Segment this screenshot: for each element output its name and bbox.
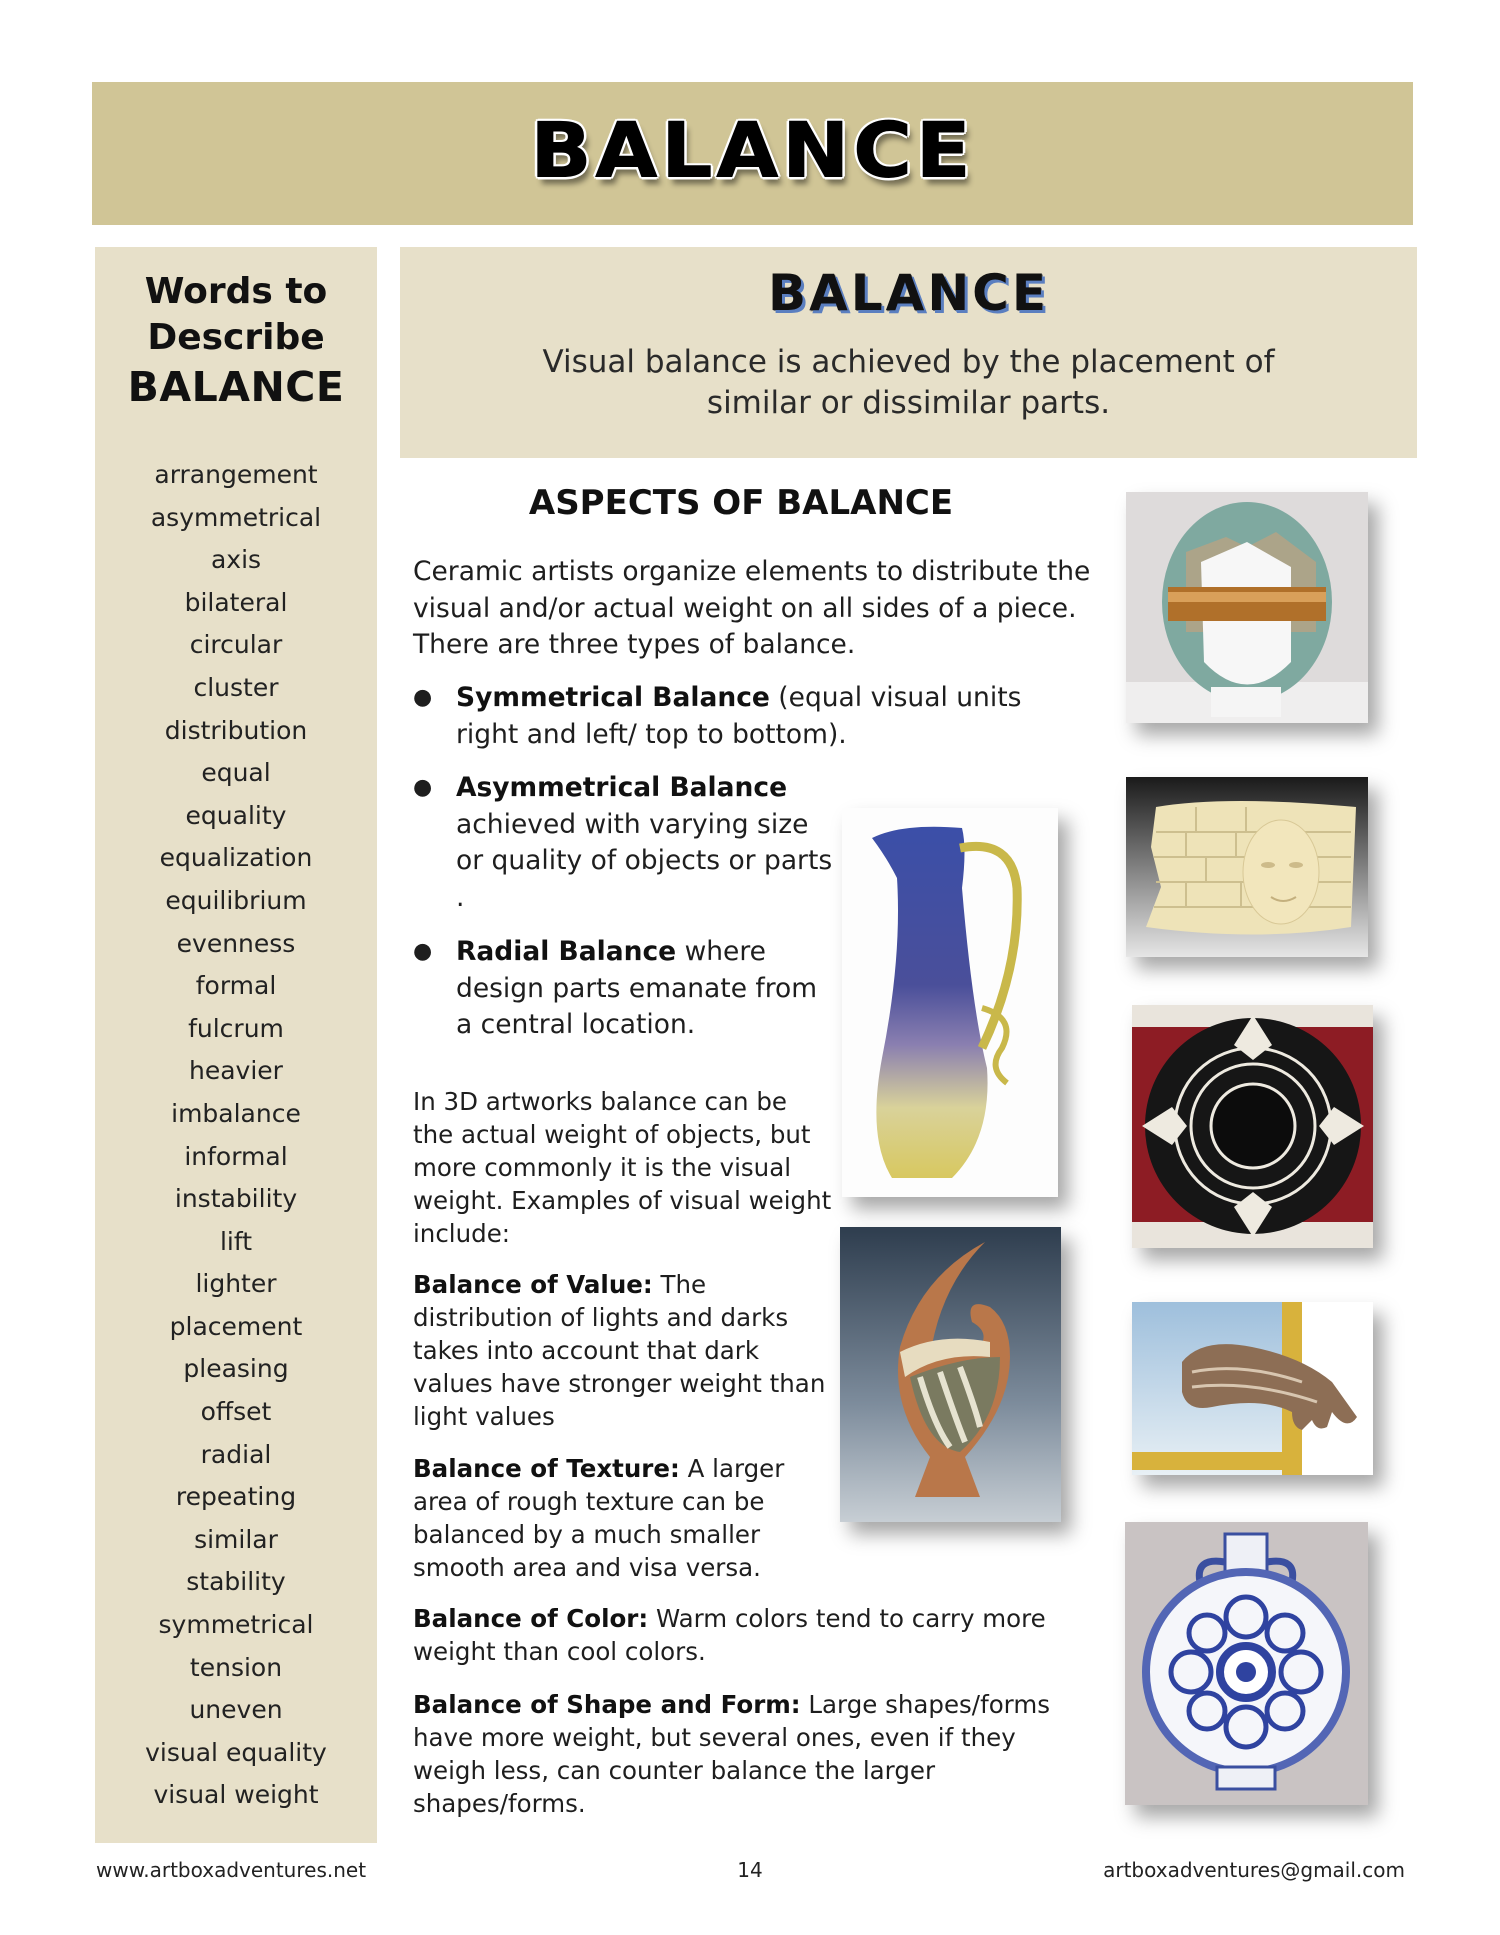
bullet-dot-icon: ● <box>413 775 433 800</box>
paragraph-balance-of-value <box>413 1268 833 1433</box>
definition-box <box>400 247 1417 458</box>
definition-title: BALANCE <box>767 264 1050 322</box>
word-item: informal <box>184 1141 288 1171</box>
word-item: instability <box>174 1184 298 1214</box>
radial-plate-image <box>1132 1005 1373 1248</box>
word-item: circular <box>189 630 283 660</box>
text-value: The distribution of lights and darks takes into account that dark values have stronger weight than light values <box>413 1270 826 1431</box>
bullet-dot-icon: ● <box>413 939 433 964</box>
word-item: cluster <box>193 672 279 702</box>
definition-text-line1: Visual balance is achieved by the placement of <box>542 344 1275 380</box>
word-item: symmetrical <box>158 1610 314 1640</box>
sidebar-heading-line1: Words to <box>144 271 328 312</box>
moon-flask-image <box>1125 1522 1368 1805</box>
word-item: similar <box>194 1524 278 1554</box>
paragraph-balance-of-color <box>413 1602 1073 1668</box>
footer-website: www.artboxadventures.net <box>96 1858 367 1882</box>
word-item: arrangement <box>154 460 318 489</box>
words-sidebar <box>95 247 377 1843</box>
word-item: visual weight <box>153 1780 319 1810</box>
definition-text-line2: similar or dissimilar parts. <box>706 385 1111 421</box>
paragraph-balance-of-texture <box>413 1452 833 1584</box>
word-item: lift <box>219 1226 253 1256</box>
word-item: equilibrium <box>165 885 307 915</box>
word-item: radial <box>200 1439 272 1469</box>
definition-text <box>400 342 1417 424</box>
word-item: formal <box>195 971 277 1001</box>
word-item: heavier <box>189 1056 283 1086</box>
pitcher-image <box>842 808 1058 1197</box>
text-shape: Large shapes/forms have more weight, but several ones, even if they weigh less, can counter balance the larger shapes/forms. <box>413 1690 1050 1818</box>
word-item: fulcrum <box>188 1013 284 1043</box>
word-item: stability <box>186 1567 286 1597</box>
header-band <box>92 82 1413 225</box>
sidebar-heading-line2: Describe <box>147 317 325 358</box>
bullet-term: Asymmetrical Balance <box>456 772 788 803</box>
wall-face-image <box>1126 777 1368 957</box>
hand-frame-image <box>1132 1302 1373 1475</box>
sidebar-heading <box>95 269 377 413</box>
word-item: pleasing <box>183 1354 289 1384</box>
word-item: equalization <box>159 843 313 873</box>
word-item: placement <box>169 1311 303 1341</box>
bullet-term: Symmetrical Balance <box>456 682 770 713</box>
footer-email: artboxadventures@gmail.com <box>1103 1858 1405 1882</box>
bullet-text: (equal visual units right and left/ top to bottom). <box>456 682 1022 750</box>
term-value: Balance of Value: <box>413 1270 653 1299</box>
term-texture: Balance of Texture: <box>413 1454 680 1483</box>
paragraph-balance-of-shape <box>413 1688 1073 1820</box>
head-sculpture-image <box>1126 492 1368 723</box>
word-item: repeating <box>175 1482 297 1512</box>
intro-paragraph: Ceramic artists organize elements to distribute the visual and/or actual weight on all sides of a piece. There are three types of balance. <box>413 556 1091 660</box>
bullet-dot-icon: ● <box>413 685 433 710</box>
bullet-radial <box>413 934 833 1044</box>
swirl-vase-image <box>840 1227 1061 1522</box>
bullet-text: achieved with varying size or quality of objects or parts . <box>456 808 833 913</box>
word-item: axis <box>210 545 262 575</box>
word-item: distribution <box>164 715 308 745</box>
word-item: offset <box>200 1397 272 1427</box>
word-item: lighter <box>195 1269 277 1299</box>
word-item: visual equality <box>145 1737 327 1767</box>
word-item: asymmetrical <box>150 502 322 532</box>
bullet-text: where design parts emanate from a central location. <box>456 936 818 1040</box>
aspects-heading: ASPECTS OF BALANCE <box>528 483 954 523</box>
word-item: evenness <box>176 928 296 958</box>
bullet-symmetrical <box>413 680 1053 753</box>
bullet-term: Radial Balance <box>456 936 677 967</box>
word-item: uneven <box>189 1695 283 1725</box>
page-title: BALANCE <box>530 106 975 195</box>
word-item: tension <box>189 1652 283 1682</box>
word-item: equality <box>185 800 287 830</box>
term-shape: Balance of Shape and Form: <box>413 1690 801 1719</box>
bullet-asymmetrical <box>413 770 833 916</box>
sidebar-heading-line3: BALANCE <box>127 363 345 411</box>
text-texture: A larger area of rough texture can be balanced by a much smaller smooth area and visa versa. <box>413 1454 785 1582</box>
word-item: bilateral <box>184 587 288 617</box>
word-item: equal <box>201 758 271 788</box>
word-item: imbalance <box>171 1098 301 1128</box>
word-list <box>95 454 377 1817</box>
page-number: 14 <box>737 1858 763 1882</box>
text-color: Warm colors tend to carry more weight than cool colors. <box>413 1604 1046 1666</box>
term-color: Balance of Color: <box>413 1604 649 1633</box>
paragraph-3d-artworks: In 3D artworks balance can be the actual weight of objects, but more commonly it is the visual weight. Examples of visual weight include: <box>413 1087 832 1248</box>
